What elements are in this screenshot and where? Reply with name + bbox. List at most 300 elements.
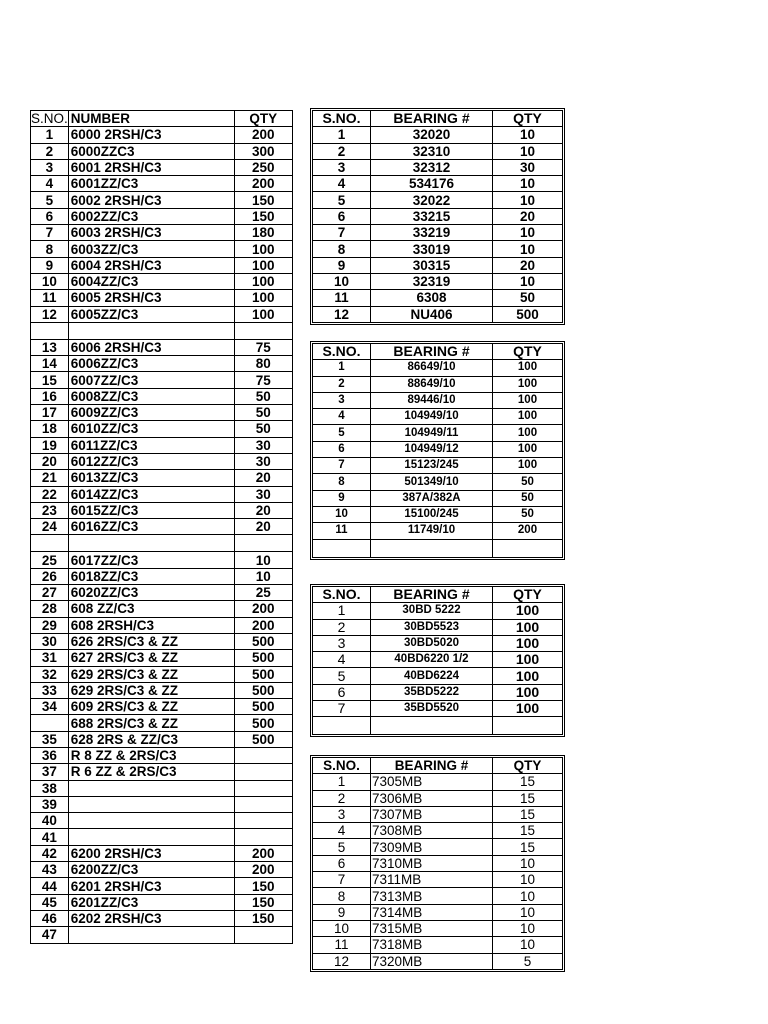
- table-row: [31, 568, 293, 584]
- sno-cell: 1: [313, 360, 371, 376]
- table-row: [313, 376, 563, 392]
- sno-cell: 1: [31, 127, 69, 143]
- qty-cell: 500: [234, 650, 292, 666]
- bearing-header: BEARING #: [371, 344, 493, 360]
- qty-cell: 10: [234, 568, 292, 584]
- sno-cell: 7: [313, 225, 371, 241]
- table-row: [313, 652, 563, 668]
- sno-cell: 19: [31, 437, 69, 453]
- sno-cell: 45: [31, 894, 69, 910]
- qty-cell: 5: [493, 953, 563, 969]
- table-row: [313, 474, 563, 490]
- qty-header: QTY: [493, 344, 563, 360]
- bearing-header: BEARING #: [371, 587, 493, 603]
- bearing-cell: 7307MB: [371, 806, 493, 822]
- sno-cell: 7: [313, 872, 371, 888]
- qty-cell: 25: [234, 585, 292, 601]
- table-row: [31, 764, 293, 780]
- table-row: [313, 409, 563, 425]
- qty-cell: [234, 747, 292, 763]
- table-row: [31, 927, 293, 943]
- table-row: [31, 682, 293, 698]
- bearing-table-1: [312, 110, 563, 323]
- qty-cell: 10: [493, 127, 563, 143]
- qty-cell: 100: [493, 360, 563, 376]
- qty-cell: 100: [493, 668, 563, 684]
- sno-cell: 2: [313, 376, 371, 392]
- number-cell: 6016ZZ/C3: [68, 519, 234, 535]
- table-row: [313, 888, 563, 904]
- bearing-cell: 32022: [371, 192, 493, 208]
- table-row: [31, 405, 293, 421]
- qty-cell: 30: [234, 437, 292, 453]
- sno-cell: 1: [313, 603, 371, 619]
- qty-cell: 15: [493, 823, 563, 839]
- bearing-cell: 35BD5520: [371, 701, 493, 717]
- table-row: [313, 684, 563, 700]
- table-row: [31, 225, 293, 241]
- qty-cell: 100: [493, 425, 563, 441]
- table-row: [31, 176, 293, 192]
- sno-cell: 20: [31, 453, 69, 469]
- table-row: [31, 241, 293, 257]
- spacer-cell: [234, 322, 292, 339]
- sno-cell: 5: [31, 192, 69, 208]
- qty-cell: 200: [234, 127, 292, 143]
- number-cell: 6001 2RSH/C3: [68, 159, 234, 175]
- number-cell: 6004ZZ/C3: [68, 273, 234, 289]
- qty-cell: 500: [234, 699, 292, 715]
- qty-cell: 80: [234, 356, 292, 372]
- table-row: [313, 855, 563, 871]
- table-row: [31, 208, 293, 224]
- table-row: [313, 904, 563, 920]
- table-row: [313, 701, 563, 717]
- qty-cell: 100: [493, 376, 563, 392]
- qty-cell: 10: [493, 241, 563, 257]
- table-row: [313, 872, 563, 888]
- number-cell: 6202 2RSH/C3: [68, 910, 234, 926]
- qty-cell: 10: [493, 143, 563, 159]
- sno-cell: 3: [313, 159, 371, 175]
- qty-cell: 100: [493, 441, 563, 457]
- table-row: [31, 633, 293, 649]
- qty-cell: 20: [234, 470, 292, 486]
- qty-cell: 50: [493, 490, 563, 506]
- number-cell: 6006 2RSH/C3: [68, 339, 234, 355]
- table-row: [31, 878, 293, 894]
- sno-cell: 5: [313, 425, 371, 441]
- qty-cell: 100: [234, 306, 292, 322]
- table-row: [313, 506, 563, 522]
- sno-cell: 5: [313, 839, 371, 855]
- bearing-cell: 6308: [371, 290, 493, 306]
- sno-cell: 10: [313, 920, 371, 936]
- table-row: [313, 920, 563, 936]
- qty-cell: 500: [234, 682, 292, 698]
- spacer-cell: [31, 322, 69, 339]
- bearing-cell: 33019: [371, 241, 493, 257]
- number-cell: [68, 927, 234, 943]
- qty-cell: 150: [234, 208, 292, 224]
- table-row: [31, 306, 293, 322]
- spacer-cell: [234, 535, 292, 552]
- bearing-cell: 104949/10: [371, 409, 493, 425]
- number-cell: 629 2RS/C3 & ZZ: [68, 666, 234, 682]
- qty-cell: 150: [234, 878, 292, 894]
- table-row: [31, 796, 293, 812]
- bearing-cell: 7318MB: [371, 937, 493, 953]
- qty-cell: 50: [493, 474, 563, 490]
- qty-cell: [234, 927, 292, 943]
- table-row: [313, 458, 563, 474]
- sno-cell: 21: [31, 470, 69, 486]
- bearing-cell: 30BD 5222: [371, 603, 493, 619]
- table-row: [313, 392, 563, 408]
- qty-cell: 30: [493, 159, 563, 175]
- sno-cell: 43: [31, 862, 69, 878]
- qty-header: QTY: [234, 111, 292, 127]
- number-cell: 6009ZZ/C3: [68, 405, 234, 421]
- table-row: [313, 159, 563, 175]
- number-cell: 6201ZZ/C3: [68, 894, 234, 910]
- sno-cell: 34: [31, 699, 69, 715]
- sno-cell: 16: [31, 388, 69, 404]
- sno-cell: 9: [313, 490, 371, 506]
- table-row: [31, 552, 293, 568]
- sno-cell: 28: [31, 601, 69, 617]
- sno-header: S.NO.: [313, 344, 371, 360]
- qty-cell: 200: [234, 176, 292, 192]
- table-row: [31, 159, 293, 175]
- qty-cell: 100: [493, 409, 563, 425]
- qty-cell: 50: [234, 388, 292, 404]
- qty-cell: 150: [234, 910, 292, 926]
- table-row: [313, 635, 563, 651]
- table-row: [31, 731, 293, 747]
- qty-cell: 50: [493, 290, 563, 306]
- sno-cell: 42: [31, 845, 69, 861]
- number-cell: 6004 2RSH/C3: [68, 257, 234, 273]
- sno-cell: 8: [313, 241, 371, 257]
- bearing-cell: 88649/10: [371, 376, 493, 392]
- qty-cell: 20: [234, 519, 292, 535]
- table-row: [313, 953, 563, 969]
- spacer-cell: [31, 535, 69, 552]
- table-row: [313, 490, 563, 506]
- qty-cell: 500: [493, 306, 563, 322]
- sno-cell: 6: [31, 208, 69, 224]
- bearing-cell: 11749/10: [371, 523, 493, 539]
- qty-cell: 100: [234, 241, 292, 257]
- header-row: [31, 111, 293, 127]
- empty-row: [313, 539, 563, 557]
- sno-cell: 6: [313, 441, 371, 457]
- sno-cell: 7: [313, 458, 371, 474]
- bearing-cell: NU406: [371, 306, 493, 322]
- qty-cell: [234, 829, 292, 845]
- qty-cell: [234, 780, 292, 796]
- qty-cell: 200: [234, 845, 292, 861]
- qty-cell: 50: [234, 421, 292, 437]
- table-row: [31, 273, 293, 289]
- table-row: [313, 306, 563, 322]
- qty-cell: 75: [234, 372, 292, 388]
- qty-cell: 10: [234, 552, 292, 568]
- bearing-cell: 7308MB: [371, 823, 493, 839]
- table-row: [31, 470, 293, 486]
- qty-cell: 100: [234, 257, 292, 273]
- qty-cell: 500: [234, 731, 292, 747]
- bearing-cell: 15100/245: [371, 506, 493, 522]
- sno-cell: 3: [31, 159, 69, 175]
- table-row: [313, 290, 563, 306]
- bearing-cell: 30BD5020: [371, 635, 493, 651]
- number-cell: 6002 2RSH/C3: [68, 192, 234, 208]
- table-row: [31, 862, 293, 878]
- number-cell: [68, 780, 234, 796]
- qty-cell: 500: [234, 633, 292, 649]
- empty-cell: [313, 717, 371, 735]
- bearing-cell: 7311MB: [371, 872, 493, 888]
- qty-cell: 10: [493, 176, 563, 192]
- sno-cell: 40: [31, 813, 69, 829]
- bearing-cell: 32312: [371, 159, 493, 175]
- number-cell: R 8 ZZ & 2RS/C3: [68, 747, 234, 763]
- sno-cell: 8: [313, 888, 371, 904]
- number-cell: 6001ZZ/C3: [68, 176, 234, 192]
- number-header: NUMBER: [68, 111, 234, 127]
- number-cell: 6000ZZC3: [68, 143, 234, 159]
- bearing-cell: 7314MB: [371, 904, 493, 920]
- number-cell: 6005 2RSH/C3: [68, 290, 234, 306]
- left-inventory-table: [30, 110, 293, 944]
- sno-cell: 1: [313, 127, 371, 143]
- qty-cell: 100: [493, 619, 563, 635]
- bearing-cell: 104949/12: [371, 441, 493, 457]
- sno-cell: 18: [31, 421, 69, 437]
- sno-cell: 3: [313, 392, 371, 408]
- qty-cell: 20: [234, 502, 292, 518]
- number-cell: 6012ZZ/C3: [68, 453, 234, 469]
- bearing-cell: 89446/10: [371, 392, 493, 408]
- number-cell: 608 2RSH/C3: [68, 617, 234, 633]
- sno-cell: 47: [31, 927, 69, 943]
- table-row: [313, 839, 563, 855]
- bearing-header: BEARING #: [371, 758, 493, 774]
- sno-cell: 36: [31, 747, 69, 763]
- bearing-cell: 32020: [371, 127, 493, 143]
- qty-cell: 50: [234, 405, 292, 421]
- header-row: [313, 758, 563, 774]
- sno-cell: 7: [313, 701, 371, 717]
- sno-cell: 9: [313, 904, 371, 920]
- number-cell: 6200 2RSH/C3: [68, 845, 234, 861]
- sno-cell: 3: [313, 635, 371, 651]
- sno-cell: 11: [31, 290, 69, 306]
- sno-cell: 13: [31, 339, 69, 355]
- empty-cell: [371, 717, 493, 735]
- sno-cell: 24: [31, 519, 69, 535]
- sno-cell: 11: [313, 290, 371, 306]
- sno-cell: 5: [313, 668, 371, 684]
- sno-cell: 44: [31, 878, 69, 894]
- number-cell: 6014ZZ/C3: [68, 486, 234, 502]
- table-row: [31, 650, 293, 666]
- table-row: [313, 176, 563, 192]
- table-row: [313, 668, 563, 684]
- qty-cell: 10: [493, 904, 563, 920]
- qty-cell: [234, 764, 292, 780]
- sno-header: S.NO.: [313, 111, 371, 127]
- spacer-cell: [68, 322, 234, 339]
- number-cell: 6006ZZ/C3: [68, 356, 234, 372]
- sno-cell: 41: [31, 829, 69, 845]
- sno-cell: 22: [31, 486, 69, 502]
- sno-cell: 11: [313, 523, 371, 539]
- qty-cell: 10: [493, 888, 563, 904]
- bearing-cell: 30315: [371, 257, 493, 273]
- sno-cell: 4: [313, 409, 371, 425]
- table-row: [313, 425, 563, 441]
- sno-cell: 46: [31, 910, 69, 926]
- sno-cell: 4: [313, 823, 371, 839]
- bearing-cell: 7315MB: [371, 920, 493, 936]
- qty-cell: 50: [493, 506, 563, 522]
- table-row: [31, 617, 293, 633]
- qty-cell: 15: [493, 839, 563, 855]
- empty-row: [313, 717, 563, 735]
- qty-cell: 20: [493, 257, 563, 273]
- sno-cell: 32: [31, 666, 69, 682]
- table-row: [313, 143, 563, 159]
- qty-cell: 10: [493, 920, 563, 936]
- table-row: [313, 823, 563, 839]
- qty-cell: 100: [493, 701, 563, 717]
- qty-cell: 500: [234, 666, 292, 682]
- bearing-header: BEARING #: [371, 111, 493, 127]
- sno-header: S.NO.: [313, 587, 371, 603]
- qty-cell: 300: [234, 143, 292, 159]
- number-cell: 6015ZZ/C3: [68, 502, 234, 518]
- table-row: [313, 441, 563, 457]
- bearing-cell: 7310MB: [371, 855, 493, 871]
- bearing-cell: 86649/10: [371, 360, 493, 376]
- table-row: [313, 225, 563, 241]
- number-cell: 6201 2RSH/C3: [68, 878, 234, 894]
- qty-cell: 150: [234, 894, 292, 910]
- table-row: [31, 192, 293, 208]
- table-row: [313, 806, 563, 822]
- sno-cell: 15: [31, 372, 69, 388]
- sno-cell: 39: [31, 796, 69, 812]
- sno-cell: 10: [31, 273, 69, 289]
- table-row: [31, 715, 293, 731]
- table-row: [31, 519, 293, 535]
- table-row: [31, 813, 293, 829]
- number-cell: 608 ZZ/C3: [68, 601, 234, 617]
- number-cell: 6007ZZ/C3: [68, 372, 234, 388]
- bearing-cell: 7309MB: [371, 839, 493, 855]
- number-cell: 6002ZZ/C3: [68, 208, 234, 224]
- qty-cell: 75: [234, 339, 292, 355]
- sno-cell: 4: [31, 176, 69, 192]
- table-row: [313, 257, 563, 273]
- bearing-table-3: [312, 586, 563, 735]
- empty-cell: [371, 539, 493, 557]
- sno-cell: 31: [31, 650, 69, 666]
- number-cell: 6020ZZ/C3: [68, 585, 234, 601]
- table-row: [31, 666, 293, 682]
- qty-cell: 15: [493, 806, 563, 822]
- bearing-cell: 40BD6220 1/2: [371, 652, 493, 668]
- bearing-cell: 32319: [371, 273, 493, 289]
- sno-cell: 7: [31, 225, 69, 241]
- sno-cell: 3: [313, 806, 371, 822]
- number-cell: 6000 2RSH/C3: [68, 127, 234, 143]
- bearing-table-4: [312, 757, 563, 970]
- sno-cell: 2: [313, 143, 371, 159]
- bearing-cell: 387A/382A: [371, 490, 493, 506]
- sno-cell: 33: [31, 682, 69, 698]
- sno-cell: 2: [313, 619, 371, 635]
- bearing-cell: 534176: [371, 176, 493, 192]
- bearing-cell: 33219: [371, 225, 493, 241]
- bearing-cell: 35BD5222: [371, 684, 493, 700]
- table-row: [313, 360, 563, 376]
- number-cell: R 6 ZZ & 2RS/C3: [68, 764, 234, 780]
- number-cell: 6008ZZ/C3: [68, 388, 234, 404]
- number-cell: 6013ZZ/C3: [68, 470, 234, 486]
- sno-header: S.NO.: [31, 111, 68, 127]
- bearing-table-2: [312, 343, 563, 558]
- bearing-cell: 15123/245: [371, 458, 493, 474]
- qty-cell: 10: [493, 872, 563, 888]
- sno-cell: 6: [313, 684, 371, 700]
- number-cell: 6005ZZ/C3: [68, 306, 234, 322]
- table-row: [31, 257, 293, 273]
- qty-cell: 100: [493, 603, 563, 619]
- qty-header: QTY: [493, 758, 563, 774]
- number-cell: [68, 829, 234, 845]
- table-row: [31, 421, 293, 437]
- table-row: [313, 208, 563, 224]
- table-row: [31, 502, 293, 518]
- bearing-cell: 30BD5523: [371, 619, 493, 635]
- sno-cell: 5: [313, 192, 371, 208]
- number-cell: 6018ZZ/C3: [68, 568, 234, 584]
- empty-cell: [493, 539, 563, 557]
- table-row: [313, 523, 563, 539]
- bearing-cell: 32310: [371, 143, 493, 159]
- qty-cell: 30: [234, 453, 292, 469]
- table-row: [31, 127, 293, 143]
- qty-cell: 100: [493, 392, 563, 408]
- qty-cell: 10: [493, 855, 563, 871]
- qty-cell: 15: [493, 774, 563, 790]
- table-row: [313, 937, 563, 953]
- sno-cell: 2: [31, 143, 69, 159]
- number-cell: 6200ZZ/C3: [68, 862, 234, 878]
- qty-cell: [234, 796, 292, 812]
- table-row: [313, 127, 563, 143]
- header-row: [313, 587, 563, 603]
- table-row: [313, 790, 563, 806]
- sno-cell: 10: [313, 273, 371, 289]
- qty-cell: 150: [234, 192, 292, 208]
- sno-cell: 4: [313, 176, 371, 192]
- qty-cell: 100: [234, 290, 292, 306]
